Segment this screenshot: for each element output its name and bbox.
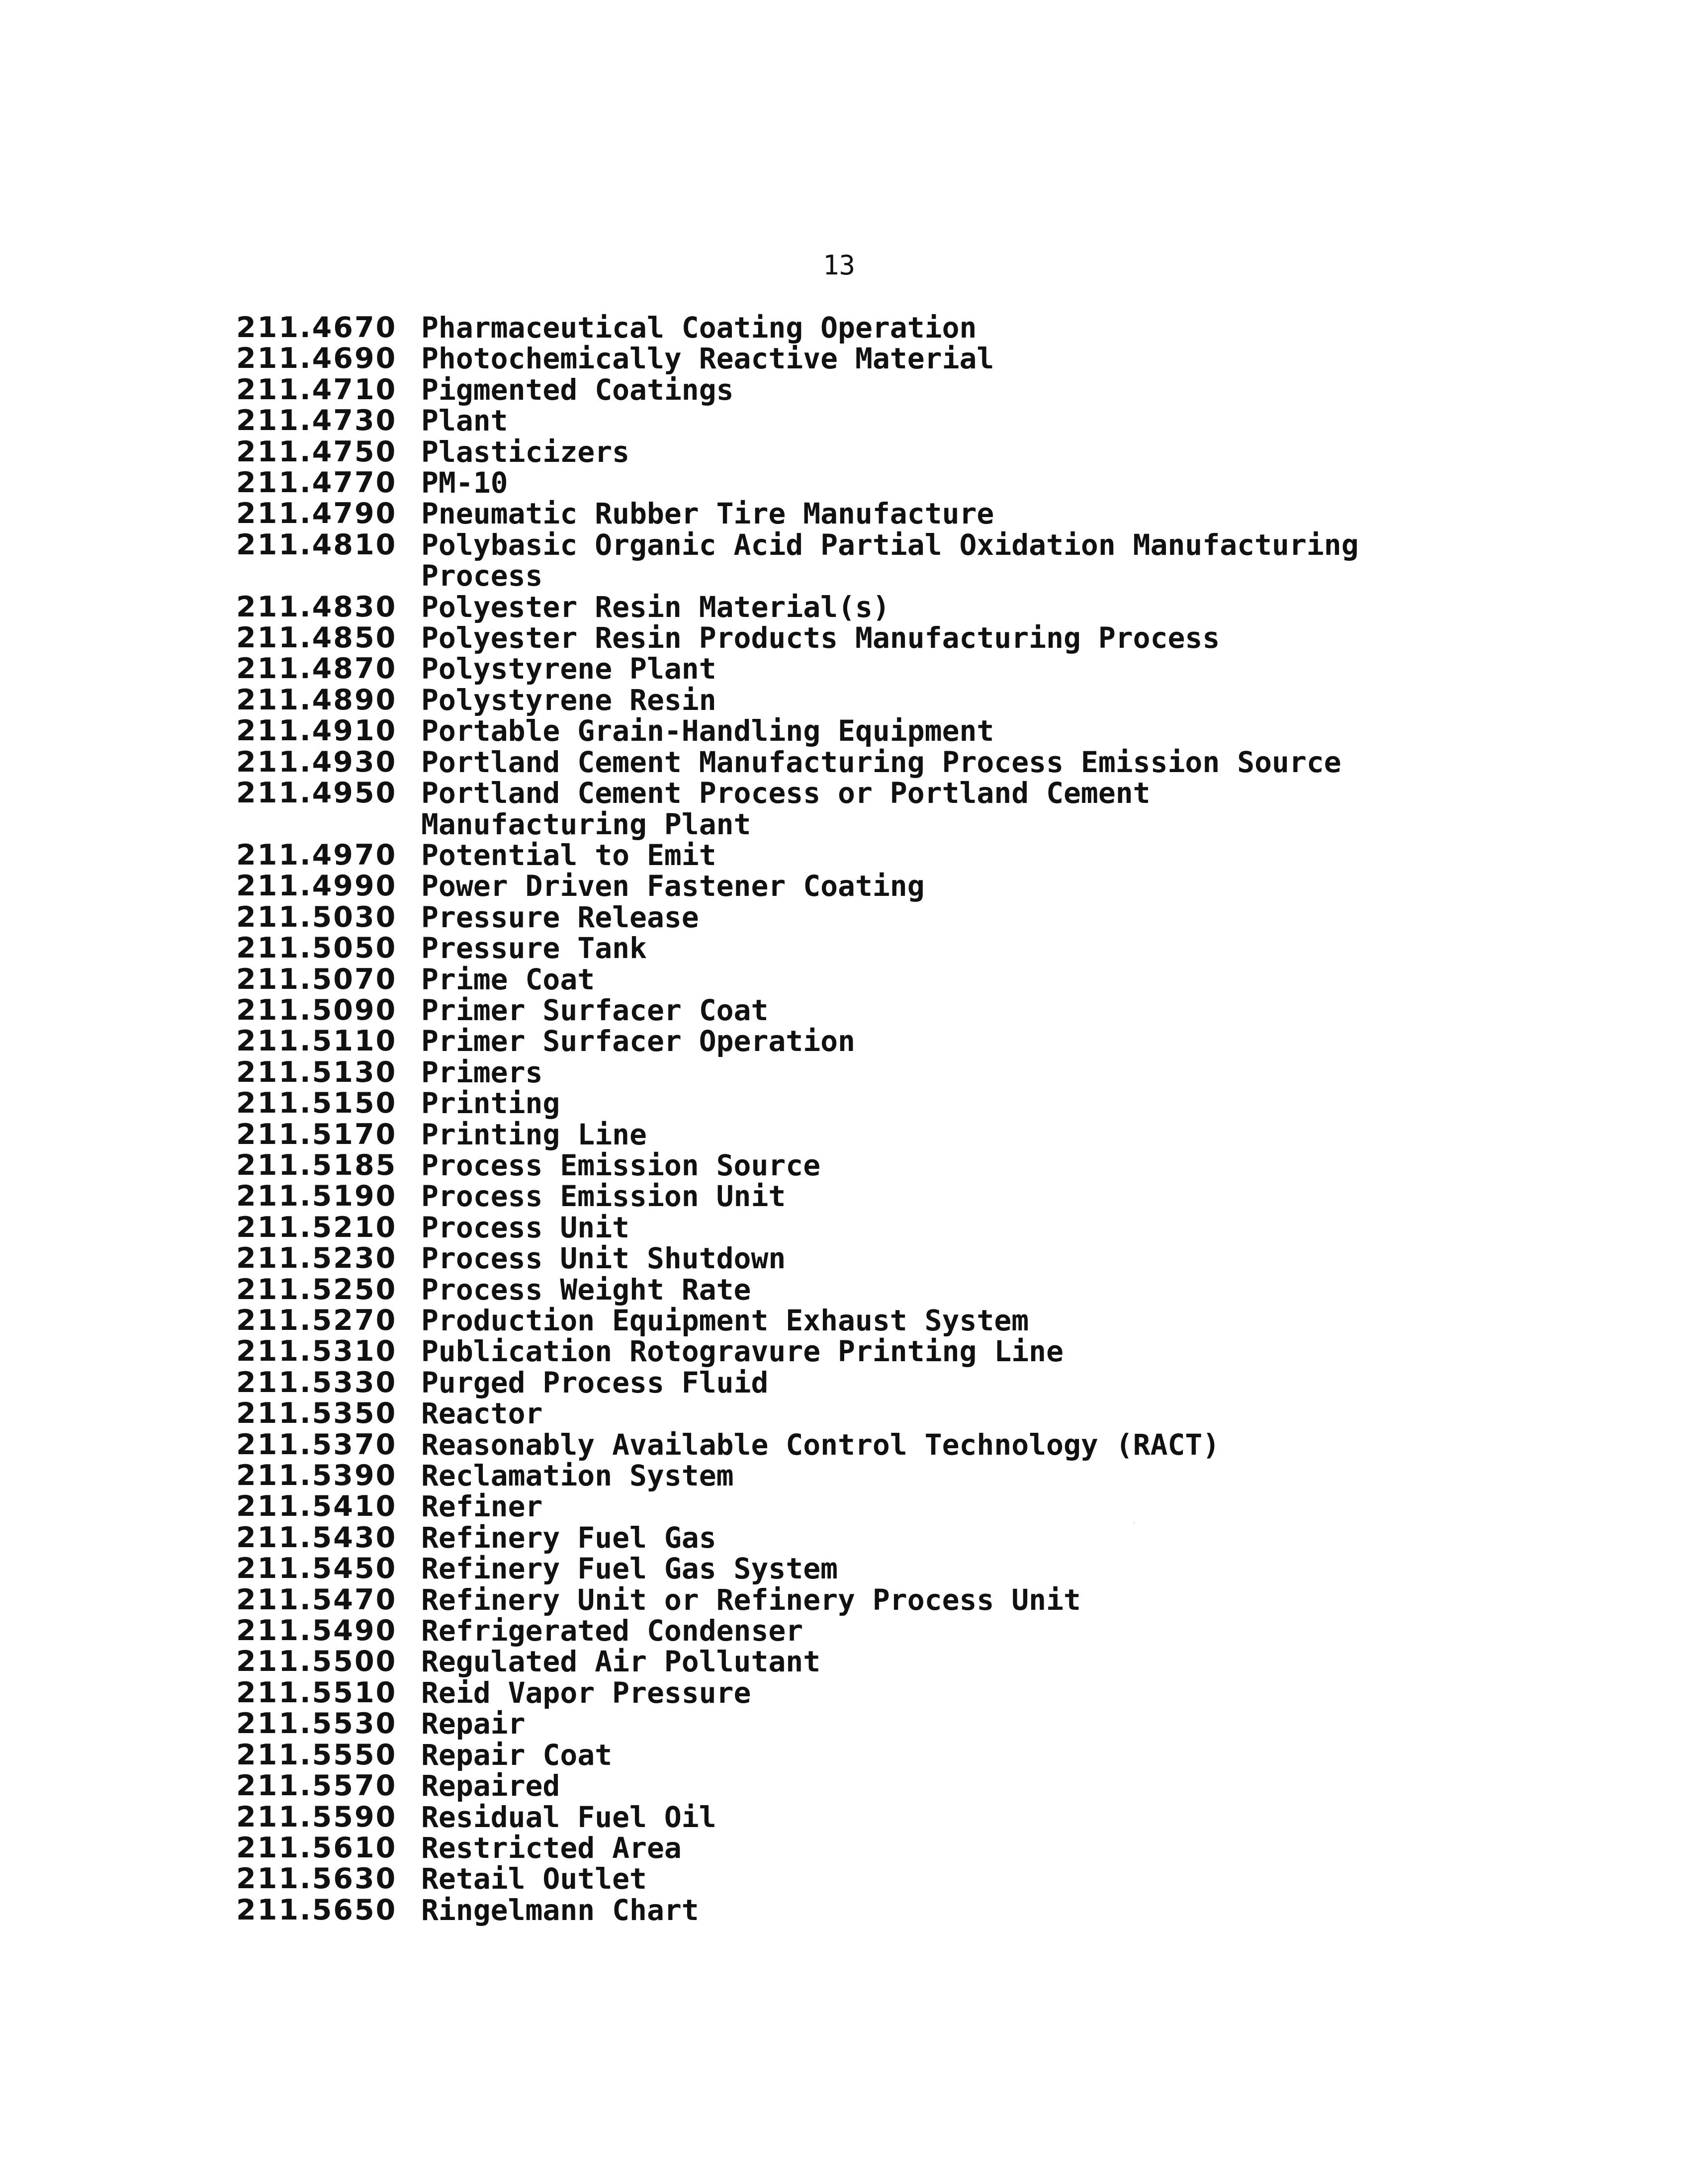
section-number: 211.5070: [236, 962, 397, 996]
section-term: Potential to Emit: [421, 838, 716, 872]
list-item: [236, 1460, 1489, 1491]
list-item: [236, 1770, 1489, 1801]
section-number: 211.4850: [236, 621, 397, 655]
section-term: Refrigerated Condenser: [421, 1614, 803, 1648]
section-number: 211.5230: [236, 1242, 397, 1275]
section-term: Photochemically Reactive Material: [421, 342, 994, 376]
section-term: Portland Cement Manufacturing Process Emission Source: [421, 745, 1341, 779]
section-number: 211.5500: [236, 1645, 397, 1678]
section-term: Restricted Area: [421, 1831, 682, 1865]
list-item: [236, 1243, 1489, 1274]
section-term: Publication Rotogravure Printing Line: [421, 1334, 1064, 1369]
section-number: 211.5050: [236, 932, 397, 965]
list-item: [236, 933, 1489, 963]
section-term: Refinery Unit or Refinery Process Unit: [421, 1582, 1081, 1617]
section-term: Retail Outlet: [421, 1862, 647, 1896]
section-number: 211.5490: [236, 1614, 397, 1648]
list-item: [236, 1740, 1489, 1770]
section-number: 211.5630: [236, 1862, 397, 1896]
section-term: Repaired: [421, 1769, 560, 1803]
list-item: [236, 592, 1489, 622]
list-item: [236, 1491, 1489, 1522]
section-number: 211.5210: [236, 1211, 397, 1244]
section-term: Primer Surfacer Operation: [421, 1024, 855, 1058]
section-term: Repair Coat: [421, 1738, 613, 1772]
section-number: 211.4930: [236, 745, 397, 779]
section-number: 211.4730: [236, 404, 397, 437]
section-number: 211.4810: [236, 528, 397, 561]
list-item: [236, 1057, 1489, 1088]
list-item: [236, 902, 1489, 933]
list-item: [236, 1119, 1489, 1150]
list-item: [236, 995, 1489, 1026]
section-number: 211.4770: [236, 466, 397, 500]
scan-speck: [1134, 1522, 1135, 1523]
list-item: [236, 1274, 1489, 1305]
section-number: 211.5610: [236, 1831, 397, 1864]
section-number: 211.5170: [236, 1118, 397, 1151]
section-term: Refiner: [421, 1489, 543, 1524]
section-number: 211.5130: [236, 1055, 397, 1089]
section-term: Reasonably Available Control Technology (RACT): [421, 1427, 1220, 1462]
section-number: 211.4750: [236, 435, 397, 468]
list-item: [236, 467, 1489, 498]
list-item: [236, 1150, 1489, 1181]
list-item: [236, 1336, 1489, 1367]
list-item: [236, 1646, 1489, 1677]
section-term: Residual Fuel Oil: [421, 1800, 716, 1834]
list-item: [236, 312, 1489, 343]
section-number: 211.4870: [236, 652, 397, 686]
list-item: [236, 529, 1489, 592]
section-number: 211.4950: [236, 777, 397, 810]
list-item: [236, 374, 1489, 405]
section-term: Pharmaceutical Coating Operation: [421, 311, 977, 345]
list-item: [236, 1522, 1489, 1553]
section-term: Polyester Resin Material(s): [421, 590, 890, 624]
list-item: [236, 778, 1489, 840]
list-item: [236, 498, 1489, 529]
section-term: Refinery Fuel Gas: [421, 1520, 716, 1555]
section-number: 211.5590: [236, 1800, 397, 1834]
list-item: [236, 405, 1489, 436]
list-item: [236, 1398, 1489, 1429]
list-item: [236, 715, 1489, 746]
section-number: 211.5370: [236, 1428, 397, 1461]
list-item: [236, 1802, 1489, 1833]
section-number: 211.5350: [236, 1397, 397, 1430]
list-item: [236, 685, 1489, 715]
list-item: [236, 343, 1489, 374]
list-item: [236, 1677, 1489, 1708]
section-number: 211.4670: [236, 311, 397, 344]
section-term: Process Weight Rate: [421, 1272, 751, 1307]
definitions-list: [236, 312, 1489, 1925]
section-number: 211.5185: [236, 1148, 397, 1182]
section-number: 211.5330: [236, 1366, 397, 1399]
section-number: 211.4990: [236, 870, 397, 903]
section-term: Repair: [421, 1707, 526, 1741]
list-item: [236, 1212, 1489, 1243]
list-item: [236, 1584, 1489, 1615]
list-item: [236, 1367, 1489, 1398]
list-item: [236, 964, 1489, 995]
section-number: 211.5650: [236, 1893, 397, 1926]
section-term: Process Unit Shutdown: [421, 1241, 786, 1276]
section-term: Pneumatic Rubber Tire Manufacture: [421, 497, 994, 531]
section-number: 211.4690: [236, 342, 397, 375]
section-term: Reclamation System: [421, 1459, 734, 1493]
section-term: Reid Vapor Pressure: [421, 1675, 751, 1710]
section-number: 211.5570: [236, 1769, 397, 1803]
list-item: [236, 1026, 1489, 1056]
section-number: 211.4710: [236, 373, 397, 406]
section-number: 211.5090: [236, 993, 397, 1027]
section-number: 211.5550: [236, 1738, 397, 1771]
section-term: Pressure Release: [421, 900, 699, 934]
section-term: Printing Line: [421, 1117, 647, 1151]
section-number: 211.5510: [236, 1676, 397, 1709]
section-term: Purged Process Fluid: [421, 1365, 769, 1399]
list-item: [236, 1708, 1489, 1739]
section-number: 211.5250: [236, 1273, 397, 1306]
list-item: [236, 1181, 1489, 1212]
section-term: Power Driven Fastener Coating: [421, 869, 925, 903]
section-term: Refinery Fuel Gas System: [421, 1552, 838, 1586]
section-number: 211.4830: [236, 590, 397, 623]
section-number: 211.5410: [236, 1490, 397, 1523]
section-number: 211.5470: [236, 1583, 397, 1616]
list-item: [236, 1088, 1489, 1119]
list-item: [236, 1615, 1489, 1646]
section-term: Polystyrene Plant: [421, 652, 716, 686]
section-term: Process Emission Source: [421, 1148, 821, 1182]
list-item: [236, 622, 1489, 653]
section-number: 211.5270: [236, 1304, 397, 1337]
section-number: 211.5450: [236, 1552, 397, 1585]
section-term: Portable Grain-Handling Equipment: [421, 714, 994, 748]
list-item: [236, 1305, 1489, 1336]
list-item: [236, 1553, 1489, 1584]
section-number: 211.5430: [236, 1521, 397, 1554]
section-term: Pressure Tank: [421, 931, 647, 965]
section-number: 211.5310: [236, 1335, 397, 1368]
section-term: Primer Surfacer Coat: [421, 993, 769, 1027]
section-number: 211.5190: [236, 1180, 397, 1213]
page-number: 13: [823, 250, 856, 281]
list-item: [236, 840, 1489, 871]
section-term: Process Unit: [421, 1210, 630, 1244]
list-item: [236, 653, 1489, 684]
section-term: Process Emission Unit: [421, 1179, 786, 1214]
section-term: Production Equipment Exhaust System: [421, 1304, 1029, 1337]
section-term: Polystyrene Resin: [421, 683, 716, 717]
list-item: [236, 747, 1489, 778]
section-term: Reactor: [421, 1397, 543, 1431]
list-item: [236, 871, 1489, 901]
section-term: Plant: [421, 404, 508, 438]
section-number: 211.5150: [236, 1087, 397, 1120]
section-term: Plasticizers: [421, 435, 630, 469]
section-number: 211.4790: [236, 497, 397, 530]
list-item: [236, 1833, 1489, 1863]
section-term: Pigmented Coatings: [421, 372, 734, 407]
section-number: 211.5530: [236, 1707, 397, 1741]
section-term: Ringelmann Chart: [421, 1893, 699, 1927]
list-item: [236, 1863, 1489, 1894]
section-term: Prime Coat: [421, 962, 595, 996]
section-number: 211.4910: [236, 714, 397, 748]
section-number: 211.4890: [236, 683, 397, 716]
list-item: [236, 1895, 1489, 1925]
section-term: Primers: [421, 1055, 543, 1089]
section-number: 211.5110: [236, 1025, 397, 1058]
section-term: Polyester Resin Products Manufacturing Process: [421, 621, 1220, 655]
section-term: Regulated Air Pollutant: [421, 1645, 821, 1679]
list-item: [236, 1429, 1489, 1460]
section-number: 211.5390: [236, 1459, 397, 1492]
section-number: 211.5030: [236, 900, 397, 934]
section-number: 211.4970: [236, 838, 397, 872]
section-term: Printing: [421, 1086, 560, 1121]
list-item: [236, 437, 1489, 467]
section-term: Polybasic Organic Acid Partial Oxidation Manufacturing Process: [421, 527, 1359, 593]
section-term: PM-10: [421, 466, 508, 500]
section-term: Portland Cement Process or Portland Cement Manufacturing Plant: [421, 776, 1151, 841]
